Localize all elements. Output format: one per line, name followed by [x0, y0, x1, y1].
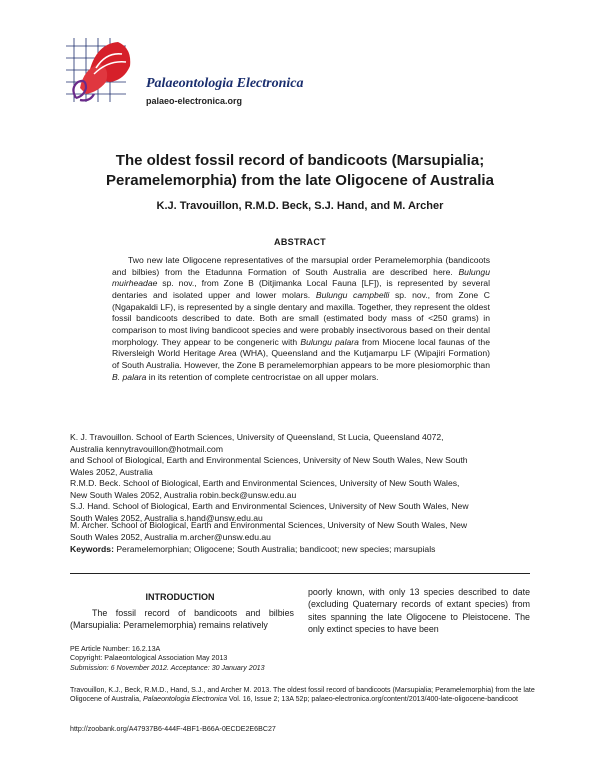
affiliation-line: South Wales 2052, Australia m.archer@unsw.edu.au	[70, 531, 271, 542]
text-segment: from Miocene local faunas of the Riversleigh World Heritage Area (WHA), Queensland and the Kutjamarpu LF (Wipajiri Formation) of South Australia. However, the Zone B peramelemorphian appears to be more plesiomorphic than	[112, 336, 490, 370]
journal-logo-graphic	[66, 38, 134, 104]
section-divider	[70, 573, 530, 574]
affiliation-line: S.J. Hand. School of Biological, Earth and Environmental Sciences, University of New South Wales, New	[70, 501, 469, 511]
italic-text: Palaeontologia Electronica	[142, 695, 227, 704]
title-line: The oldest fossil record of bandicoots (Marsupialia;	[115, 152, 485, 169]
affiliation	[70, 455, 534, 478]
article-meta	[70, 645, 370, 673]
affiliation-line: South Wales 2052, Australia s.hand@unsw.edu.au	[70, 512, 263, 523]
affiliation-line: Australia kennytravouillon@hotmail.com	[70, 443, 223, 454]
keywords-label: Keywords:	[70, 544, 114, 554]
keywords	[70, 544, 534, 554]
text-segment: sp. nov., from Zone C (Ngapakaldi LF), is represented by a single dentary and maxilla. Together, they represent the oldest fossil bandicoots described to date. Both are small (estimated body mass of <250 grams) in comparison to most living bandicoot species and were probably insectivorous based on their dental morphology. They appear to be congeneric with	[112, 289, 490, 347]
abstract-body	[112, 255, 490, 383]
logo-red-shells	[80, 42, 130, 94]
journal-url[interactable]: palaeo-electronica.org	[146, 96, 243, 106]
submission-dates: Submission: 6 November 2012. Acceptance: 30 January 2013	[70, 663, 265, 672]
affiliation	[70, 520, 534, 543]
abstract-heading: ABSTRACT	[274, 237, 326, 247]
affiliation-line: R.M.D. Beck. School of Biological, Earth and Environmental Sciences, University of New South Wales,	[70, 478, 460, 488]
affiliation-line: and School of Biological, Earth and Environmental Sciences, University of New South Wales, New South	[70, 455, 468, 465]
zoobank-link[interactable]: http://zoobank.org/A47937B6-444F-4BF1-B66A-0ECDE2E6BC27	[70, 725, 276, 733]
citation	[70, 686, 540, 705]
affiliation	[70, 432, 534, 455]
journal-name: Palaeontologia Electronica	[146, 76, 304, 91]
copyright: Copyright: Palaeontological Association May 2013	[70, 654, 228, 663]
introduction-heading: INTRODUCTION	[145, 592, 215, 602]
text-segment: Two new late Oligocene representatives of the marsupial order Peramelemorphia (bandicoots and bilbies) from the Etadunna Formation of South Australia are described here.	[112, 255, 490, 277]
affiliation-line: M. Archer. School of Biological, Earth and Environmental Sciences, University of New South Wales, New	[70, 520, 468, 530]
italic-text: Bulungu palara	[300, 336, 359, 347]
affiliation-line: New South Wales 2052, Australia robin.beck@unsw.edu.au	[70, 489, 297, 500]
authors: K.J. Travouillon, R.M.D. Beck, S.J. Hand, and M. Archer	[156, 200, 444, 212]
text-segment: sp. nov., from Zone B (Ditjimanka Local Fauna [LF]), is represented by several dentaries and isolated upper and lower molars.	[112, 278, 490, 300]
text-segment: Travouillon, K.J., Beck, R.M.D., Hand, S.J., and Archer M. 2013. The oldest fossil record of bandicoots (Marsupialia; Peramelemorphia) from the late Oligocene of Australia,	[70, 686, 535, 704]
italic-text: Bulungu muirheadae	[112, 266, 490, 289]
article-title	[40, 151, 560, 191]
affiliation-line: K. J. Travouillon. School of Earth Sciences, University of Queensland, St Lucia, Queensland 4072,	[70, 432, 444, 442]
introduction-right-column: poorly known, with only 13 species described to date (excluding Quaternary records of extant species) from sites spanning the late Oligocene to Pleistocene. The only extinct species to have been	[308, 587, 530, 635]
affiliation-line: Wales 2052, Australia	[70, 466, 153, 477]
title-line: Peramelemorphia) from the late Oligocene of Australia	[106, 172, 494, 189]
text-segment: in its retention of complete centrocristae on all upper molars.	[146, 371, 379, 382]
text-segment: Vol. 16, Issue 2; 13A 52p; palaeo-electronica.org/content/2013/400-late-oligocene-bandicoot	[226, 695, 519, 704]
journal-logo	[66, 38, 134, 104]
article-number: PE Article Number: 16.2.13A	[70, 645, 161, 653]
keywords-text: Peramelemorphian; Oligocene; South Australia; bandicoot; new species; marsupials	[113, 544, 436, 554]
introduction-left-column: The fossil record of bandicoots and bilbies (Marsupialia: Peramelemorphia) remains relatively	[70, 608, 294, 631]
affiliation	[70, 478, 534, 501]
italic-text: B. palara	[112, 371, 147, 382]
italic-text: Bulungu campbelli	[315, 289, 390, 300]
